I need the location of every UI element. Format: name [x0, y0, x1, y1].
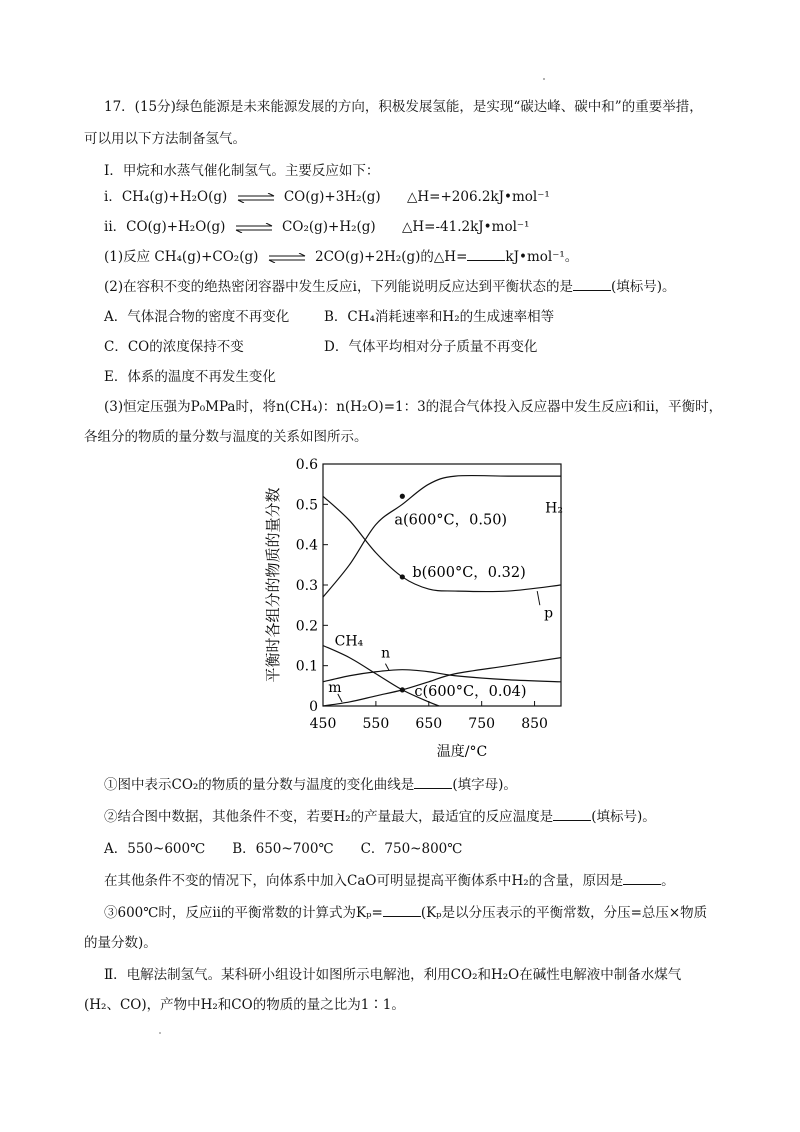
reaction-i-right: CO(g)+3H₂(g): [283, 189, 381, 205]
y-tick-label: 0: [309, 699, 318, 715]
answer-blank[interactable]: [467, 248, 505, 261]
sub3-tail: (Kₚ是以分压表示的平衡常数，分压=总压×物质: [420, 905, 708, 921]
answer-blank[interactable]: [383, 904, 421, 917]
reaction-i-dh: △H=+206.2kJ•mol⁻¹: [406, 189, 550, 205]
annotation-point: [400, 687, 405, 692]
equilibrium-arrow-icon: [267, 253, 307, 263]
y-axis-label: 平衡时各组分的物质的量分数: [264, 487, 282, 683]
cao-text: 在其他条件不变的情况下，向体系中加入CaO可明显提高平衡体系中H₂的含量，原因是: [104, 873, 624, 889]
x-tick-label: 750: [468, 716, 496, 732]
chart-curves: [323, 476, 561, 706]
q17-intro-line1: 17．(15分)绿色能源是未来能源发展的方向，积极发展氢能，是实现“碳达峰、碳中和”的重要举措，: [104, 99, 703, 115]
answer-blank[interactable]: [573, 278, 611, 291]
question-3-line1: (3)恒定压强为P₀MPa时，将n(CH₄)：n(H₂O)=1：3的混合气体投入反应器中发生反应i和ii，平衡时，: [104, 399, 723, 415]
option-d: D．气体平均相对分子质量不再变化: [324, 339, 538, 355]
q1-unit: kJ•mol⁻¹。: [505, 249, 579, 265]
sub2-text: ②结合图中数据，其他条件不变，若要H₂的产量最大，最适宜的反应温度是: [104, 809, 554, 825]
y-tick-label: 0.6: [295, 457, 318, 473]
chart-axes: [323, 464, 561, 706]
sub3-text: ③600℃时，反应ii的平衡常数的计算式为Kₚ=: [104, 905, 383, 921]
sub1-tail: (填字母)。: [452, 777, 517, 793]
y-tick-label: 0.3: [295, 578, 318, 594]
curve-label: n: [381, 645, 391, 662]
sub2-tail: (填标号)。: [591, 809, 656, 825]
x-tick-label: 850: [521, 716, 548, 732]
curve-label: m: [328, 679, 342, 696]
sub2-options: A．550~600℃ B．650~700℃ C．750~800℃: [104, 841, 463, 857]
annotation-label: a(600°C，0.50): [394, 512, 508, 529]
curve-label: p: [544, 605, 554, 622]
y-tick-label: 0.1: [295, 658, 318, 675]
question-3-line2: 各组分的物质的量分数与温度的关系如图所示。: [84, 429, 368, 445]
plot-frame: [323, 464, 561, 706]
question-2: [104, 278, 676, 296]
curve-label: H₂: [545, 500, 563, 517]
x-tick-label: 650: [415, 716, 443, 732]
option-a: A．气体混合物的密度不再变化: [104, 309, 290, 325]
annotation-label: b(600°C，0.32): [412, 564, 526, 581]
y-tick-label: 0.4: [295, 537, 318, 554]
reaction-i: [104, 188, 550, 206]
q2-text: (2)在容积不变的绝热密闭容器中发生反应i，下列能说明反应达到平衡状态的是: [104, 279, 573, 295]
sub-question-3-line2: 的量分数)。: [84, 935, 157, 951]
sub-question-1: [104, 776, 517, 794]
annotation-point: [400, 574, 405, 579]
equilibrium-arrow-icon: [236, 193, 276, 203]
answer-blank[interactable]: [414, 776, 452, 789]
x-tick-label: 550: [362, 716, 390, 732]
x-axis-label: 温度/°C: [436, 744, 488, 760]
reaction-ii-right: CO₂(g)+H₂(g): [282, 219, 376, 235]
chart-labels: [264, 457, 563, 760]
q1-right: 2CO(g)+2H₂(g)的△H=: [315, 249, 468, 265]
part1-title: I．甲烷和水蒸气催化制氢气。主要反应如下：: [104, 163, 380, 179]
answer-blank[interactable]: [553, 808, 591, 821]
option-b: B．CH₄消耗速率和H₂的生成速率相等: [324, 309, 555, 325]
annotation-label: c(600°C，0.04): [414, 683, 527, 700]
sub-question-3: [104, 904, 707, 922]
curve-label: CH₄: [334, 633, 364, 650]
reaction-ii-left: ii．CO(g)+H₂O(g): [104, 219, 226, 235]
y-tick-label: 0.2: [295, 618, 318, 635]
reaction-ii: [104, 218, 529, 236]
part2-line1: Ⅱ．电解法制氢气。某科研小组设计如图所示电解池，利用CO₂和H₂O在碱性电解液中制备水煤气: [104, 967, 682, 983]
part2-line2: (H₂、CO)，产物中H₂和CO的物质的量之比为1∶1。: [84, 997, 405, 1013]
reaction-ii-dh: △H=-41.2kJ•mol⁻¹: [402, 219, 530, 235]
curve-pointer: [537, 591, 540, 605]
reaction-i-left: i．CH₄(g)+H₂O(g): [104, 189, 228, 205]
cao-question: [104, 872, 675, 890]
q2-tail: (填标号)。: [610, 279, 676, 295]
option-c: C．CO的浓度保持不变: [104, 339, 244, 355]
cao-tail: 。: [661, 873, 675, 889]
question-1: [104, 248, 578, 266]
q1-left: (1)反应 CH₄(g)+CO₂(g): [104, 249, 259, 265]
curve-pointer: [385, 664, 389, 671]
sub-question-2: [104, 808, 656, 826]
mole-fraction-chart: [258, 450, 568, 762]
x-tick-label: 450: [309, 716, 337, 732]
answer-blank[interactable]: [623, 872, 661, 885]
series-line: [323, 670, 561, 682]
annotation-point: [400, 494, 405, 499]
y-tick-label: 0.5: [295, 497, 318, 514]
equilibrium-arrow-icon: [234, 223, 274, 233]
sub1-text: ①图中表示CO₂的物质的量分数与温度的变化曲线是: [104, 777, 415, 793]
decor-dot: [543, 78, 545, 80]
decor-dot: [159, 1032, 161, 1034]
option-e: E．体系的温度不再发生变化: [104, 369, 276, 385]
q17-intro-line2: 可以用以下方法制备氢气。: [84, 131, 246, 147]
